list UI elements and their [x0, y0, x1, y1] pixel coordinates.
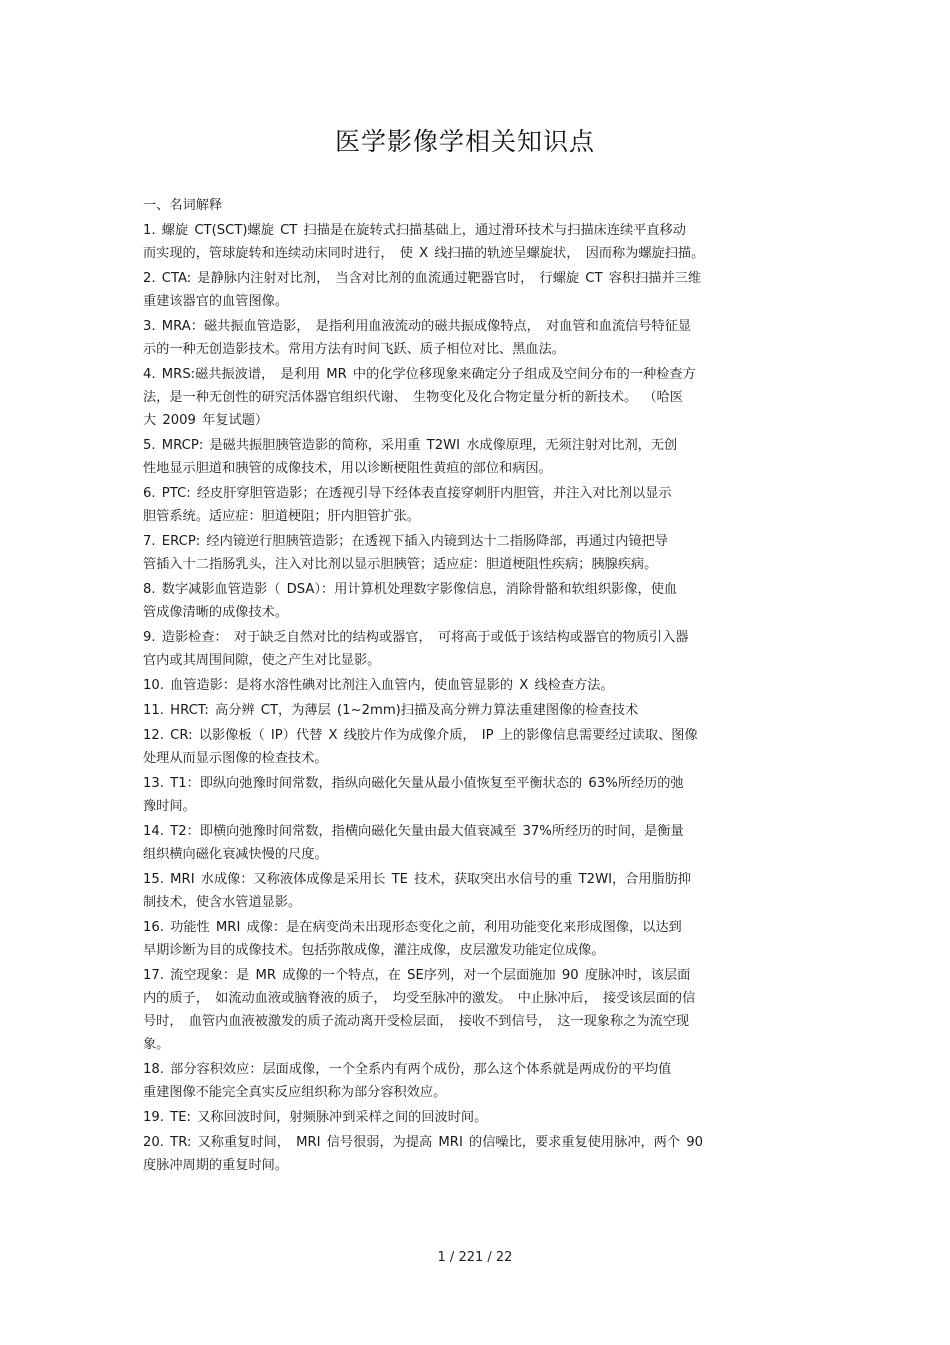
glossary-entry: [143, 315, 815, 361]
entry-line: 19. TE: 又称回波时间，射频脉冲到采样之间的回波时间。: [143, 1110, 488, 1125]
entry-line: 15. MRI 水成像：又称液体成像是采用长 TE 技术，获取突出水信号的重 T2WI，合用脂肪抑: [143, 872, 692, 887]
entry-line: 7. ERCP: 经内镜逆行胆胰管造影；在透视下插入内镜到达十二指肠降部，再通过内镜把导: [143, 534, 668, 549]
entry-line: 重建图像不能完全真实反应组织称为部分容积效应。: [143, 1085, 447, 1100]
glossary-entry: [143, 674, 815, 697]
entry-line: 制技术，使含水管道显影。: [143, 895, 302, 910]
entry-line: 11. HRCT: 高分辨 CT，为薄层 (1~2mm)扫描及高分辨力算法重建图像的检查技术: [143, 703, 639, 718]
entry-line: 9. 造影检查： 对于缺乏自然对比的结构或器官， 可将高于或低于该结构或器官的物质引入器: [143, 630, 689, 645]
entry-line: 14. T2：即横向弛豫时间常数，指横向磁化矢量由最大值衰减至 37%所经历的时间，是衡量: [143, 824, 684, 839]
entry-line: 组织横向磁化衰减快慢的尺度。: [143, 847, 328, 862]
entry-line: 重建该器官的血管图像。: [143, 294, 289, 309]
glossary-list: [143, 219, 815, 1177]
entry-line: 象。: [143, 1037, 170, 1052]
entry-line: 管成像清晰的成像技术。: [143, 605, 289, 620]
entry-line: 处理从而显示图像的检查技术。: [143, 751, 328, 766]
glossary-entry: [143, 1106, 815, 1129]
entry-line: 2. CTA: 是静脉内注射对比剂， 当含对比剂的血流通过靶器官时， 行螺旋 CT 容积扫描并三维: [143, 271, 702, 286]
page-number: 1 / 221 / 22: [437, 1250, 513, 1265]
entry-line: 号时， 血管内血液被激发的质子流动离开受检层面， 接收不到信号， 这一现象称之为流空现: [143, 1014, 690, 1029]
glossary-entry: [143, 772, 815, 818]
entry-line: 20. TR: 又称重复时间， MRI 信号很弱，为提高 MRI 的信噪比，要求重复使用脉冲，两个 90: [143, 1135, 704, 1150]
entry-line: 法，是一种无创性的研究活体器官组织代谢、 生物变化及化合物定量分析的新技术。 （哈医: [143, 390, 683, 405]
glossary-entry: [143, 434, 815, 480]
entry-line: 胆管系统。适应症：胆道梗阻；肝内胆管扩张。: [143, 509, 420, 524]
entry-line: 16. 功能性 MRI 成像：是在病变尚未出现形态变化之前，利用功能变化来形成图像，以达到: [143, 920, 682, 935]
entry-line: 官内或其周围间隙，使之产生对比显影。: [143, 653, 381, 668]
entry-line: 17. 流空现象：是 MR 成像的一个特点，在 SE序列，对一个层面施加 90 度脉冲时，该层面: [143, 968, 691, 983]
glossary-entry: [143, 964, 815, 1056]
entry-line: 内的质子， 如流动血液或脑脊液的质子， 均受至脉冲的激发。 中止脉冲后， 接受该层面的信: [143, 991, 696, 1006]
entry-line: 管插入十二指肠乳头，注入对比剂以显示胆胰管；适应症：胆道梗阻性疾病；胰腺疾病。: [143, 557, 658, 572]
entry-line: 大 2009 年复试题）: [143, 413, 269, 428]
glossary-entry: [143, 724, 815, 770]
entry-line: 早期诊断为目的成像技术。包括弥散成像，灌注成像，皮层激发功能定位成像。: [143, 943, 605, 958]
entry-line: 10. 血管造影：是将水溶性碘对比剂注入血管内，使血管显影的 X 线检查方法。: [143, 678, 614, 693]
glossary-entry: [143, 1058, 815, 1104]
entry-line: 示的一种无创造影技术。常用方法有时间飞跃、质子相位对比、黑血法。: [143, 342, 565, 357]
glossary-entry: [143, 1131, 815, 1177]
entry-line: 18. 部分容积效应：层面成像，一个全系内有两个成份，那么这个体系就是两成份的平均值: [143, 1062, 672, 1077]
entry-line: 1. 螺旋 CT(SCT)螺旋 CT 扫描是在旋转式扫描基础上，通过滑环技术与扫描床连续平直移动: [143, 223, 686, 238]
glossary-entry: [143, 626, 815, 672]
entry-line: 12. CR: 以影像板（ IP）代替 X 线胶片作为成像介质， IP 上的影像信息需要经过读取、图像: [143, 728, 698, 743]
glossary-entry: [143, 578, 815, 624]
glossary-entry: [143, 219, 815, 265]
entry-line: 性地显示胆道和胰管的成像技术，用以诊断梗阻性黄疸的部位和病因。: [143, 461, 552, 476]
glossary-entry: [143, 820, 815, 866]
entry-line: 5. MRCP: 是磁共振胆胰管造影的简称，采用重 T2WI 水成像原理，无须注射对比剂，无创: [143, 438, 678, 453]
entry-line: 度脉冲周期的重复时间。: [143, 1158, 289, 1173]
glossary-entry: [143, 868, 815, 914]
glossary-entry: [143, 699, 815, 722]
glossary-entry: [143, 530, 815, 576]
document-body: [143, 194, 815, 1179]
entry-line: 3. MRA：磁共振血管造影， 是指利用血液流动的磁共振成像特点， 对血管和血流信号特征显: [143, 319, 692, 334]
glossary-entry: [143, 916, 815, 962]
glossary-entry: [143, 482, 815, 528]
glossary-entry: [143, 363, 815, 432]
entry-line: 豫时间。: [143, 799, 196, 814]
section-heading: 一、名词解释: [143, 198, 223, 213]
entry-line: 6. PTC: 经皮肝穿胆管造影；在透视引导下经体表直接穿刺肝内胆管，并注入对比剂以显示: [143, 486, 672, 501]
page-title: 医学影像学相关知识点: [334, 127, 595, 156]
glossary-entry: [143, 267, 815, 313]
entry-line: 4. MRS:磁共振波谱， 是利用 MR 中的化学位移现象来确定分子组成及空间分布的一种检查方: [143, 367, 696, 382]
entry-line: 8. 数字减影血管造影（ DSA）：用计算机处理数字影像信息，消除骨骼和软组织影像，使血: [143, 582, 678, 597]
entry-line: 而实现的，管球旋转和连续动床同时进行， 使 X 线扫描的轨迹呈螺旋状， 因而称为螺旋扫描。: [143, 246, 705, 261]
entry-line: 13. T1：即纵向弛豫时间常数，指纵向磁化矢量从最小值恢复至平衡状态的 63%所经历的弛: [143, 776, 684, 791]
